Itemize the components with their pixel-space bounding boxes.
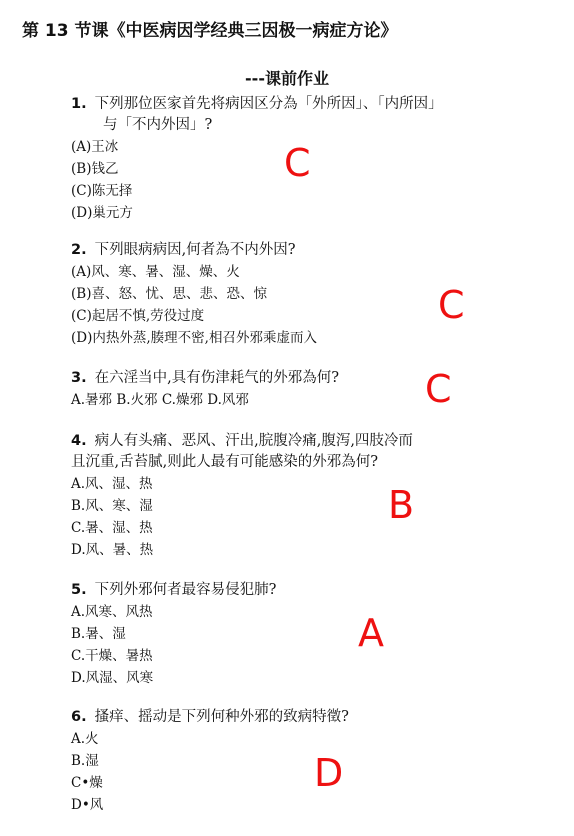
question-1-number: 1. — [71, 96, 87, 112]
question-1-text — [71, 94, 521, 115]
question-4-option-b: B.风、寒、湿 — [71, 498, 153, 514]
question-5-option-d: D.风湿、风寒 — [71, 670, 154, 686]
page-title: 第 13 节课《中医病因学经典三因极一病症方论》 — [22, 21, 398, 41]
question-1-option-a: (A)王冰 — [71, 139, 119, 155]
question-1-option-b: (B)钱乙 — [71, 161, 119, 177]
question-6-option-b: B.湿 — [71, 753, 99, 769]
question-3-number: 3. — [71, 370, 87, 386]
question-1-stem: 下列那位医家首先将病因区分為「外所因」、「内所因」 — [94, 96, 443, 112]
question-2-text — [71, 240, 521, 261]
question-2-option-c: (C)起居不慎,劳役过度 — [71, 308, 205, 324]
question-4-text — [71, 431, 521, 452]
question-4-option-a: A.风、湿、热 — [71, 476, 153, 492]
question-4-stem: 病人有头痛、恶风、汗出,脘腹冷痛,腹泻,四肢冷而 — [94, 433, 413, 449]
question-5-stem: 下列外邪何者最容易侵犯肺? — [94, 582, 277, 598]
question-3-text — [71, 368, 521, 389]
question-6 — [71, 707, 521, 816]
question-5-option-b: B.暑、湿 — [71, 626, 126, 642]
question-6-option-c: C•燥 — [71, 775, 103, 791]
question-6-stem: 搔痒、摇动是下列何种外邪的致病特徵? — [94, 709, 349, 725]
question-1-option-c: (C)陈无择 — [71, 183, 133, 199]
question-5-option-a: A.风寒、风热 — [71, 604, 153, 620]
question-1-stem-continued: 与「不内外因」? — [103, 117, 213, 133]
question-6-number: 6. — [71, 709, 87, 725]
question-2-number: 2. — [71, 242, 87, 258]
question-2-stem: 下列眼病病因,何者為不内外因? — [94, 242, 296, 258]
question-5-option-c: C.干燥、暑热 — [71, 648, 153, 664]
question-4-option-d: D.风、暑、热 — [71, 542, 154, 558]
question-2-handwritten-answer: C — [438, 283, 465, 327]
question-3 — [71, 368, 521, 411]
question-3-stem: 在六淫当中,具有伤津耗气的外邪為何? — [94, 370, 339, 386]
question-3-handwritten-answer: C — [425, 367, 452, 411]
question-1-option-d: (D)巢元方 — [71, 205, 133, 221]
question-4-number: 4. — [71, 433, 87, 449]
question-1-handwritten-answer: C — [284, 141, 311, 185]
question-4-handwritten-answer: B — [388, 483, 415, 527]
question-3-options: A.暑邪 B.火邪 C.燥邪 D.风邪 — [71, 392, 249, 408]
question-2-option-d: (D)内热外蒸,腠理不密,相召外邪乘虚而入 — [71, 330, 317, 346]
question-5 — [71, 580, 521, 689]
question-2-option-b: (B)喜、怒、忧、思、悲、恐、惊 — [71, 286, 267, 302]
question-5-number: 5. — [71, 582, 87, 598]
question-5-text — [71, 580, 521, 601]
question-4-stem-continued: 且沉重,舌苔腻,则此人最有可能感染的外邪為何? — [71, 454, 378, 470]
question-4-option-c: C.暑、湿、热 — [71, 520, 153, 536]
question-6-handwritten-answer: D — [314, 751, 344, 795]
page-subtitle: ---课前作业 — [245, 69, 329, 88]
question-2-option-a: (A)风、寒、暑、湿、燥、火 — [71, 264, 240, 280]
question-4 — [71, 431, 521, 561]
question-6-option-a: A.火 — [71, 731, 99, 747]
question-5-handwritten-answer: A — [358, 611, 384, 655]
question-6-option-d: D•风 — [71, 797, 104, 813]
question-6-text — [71, 707, 521, 728]
